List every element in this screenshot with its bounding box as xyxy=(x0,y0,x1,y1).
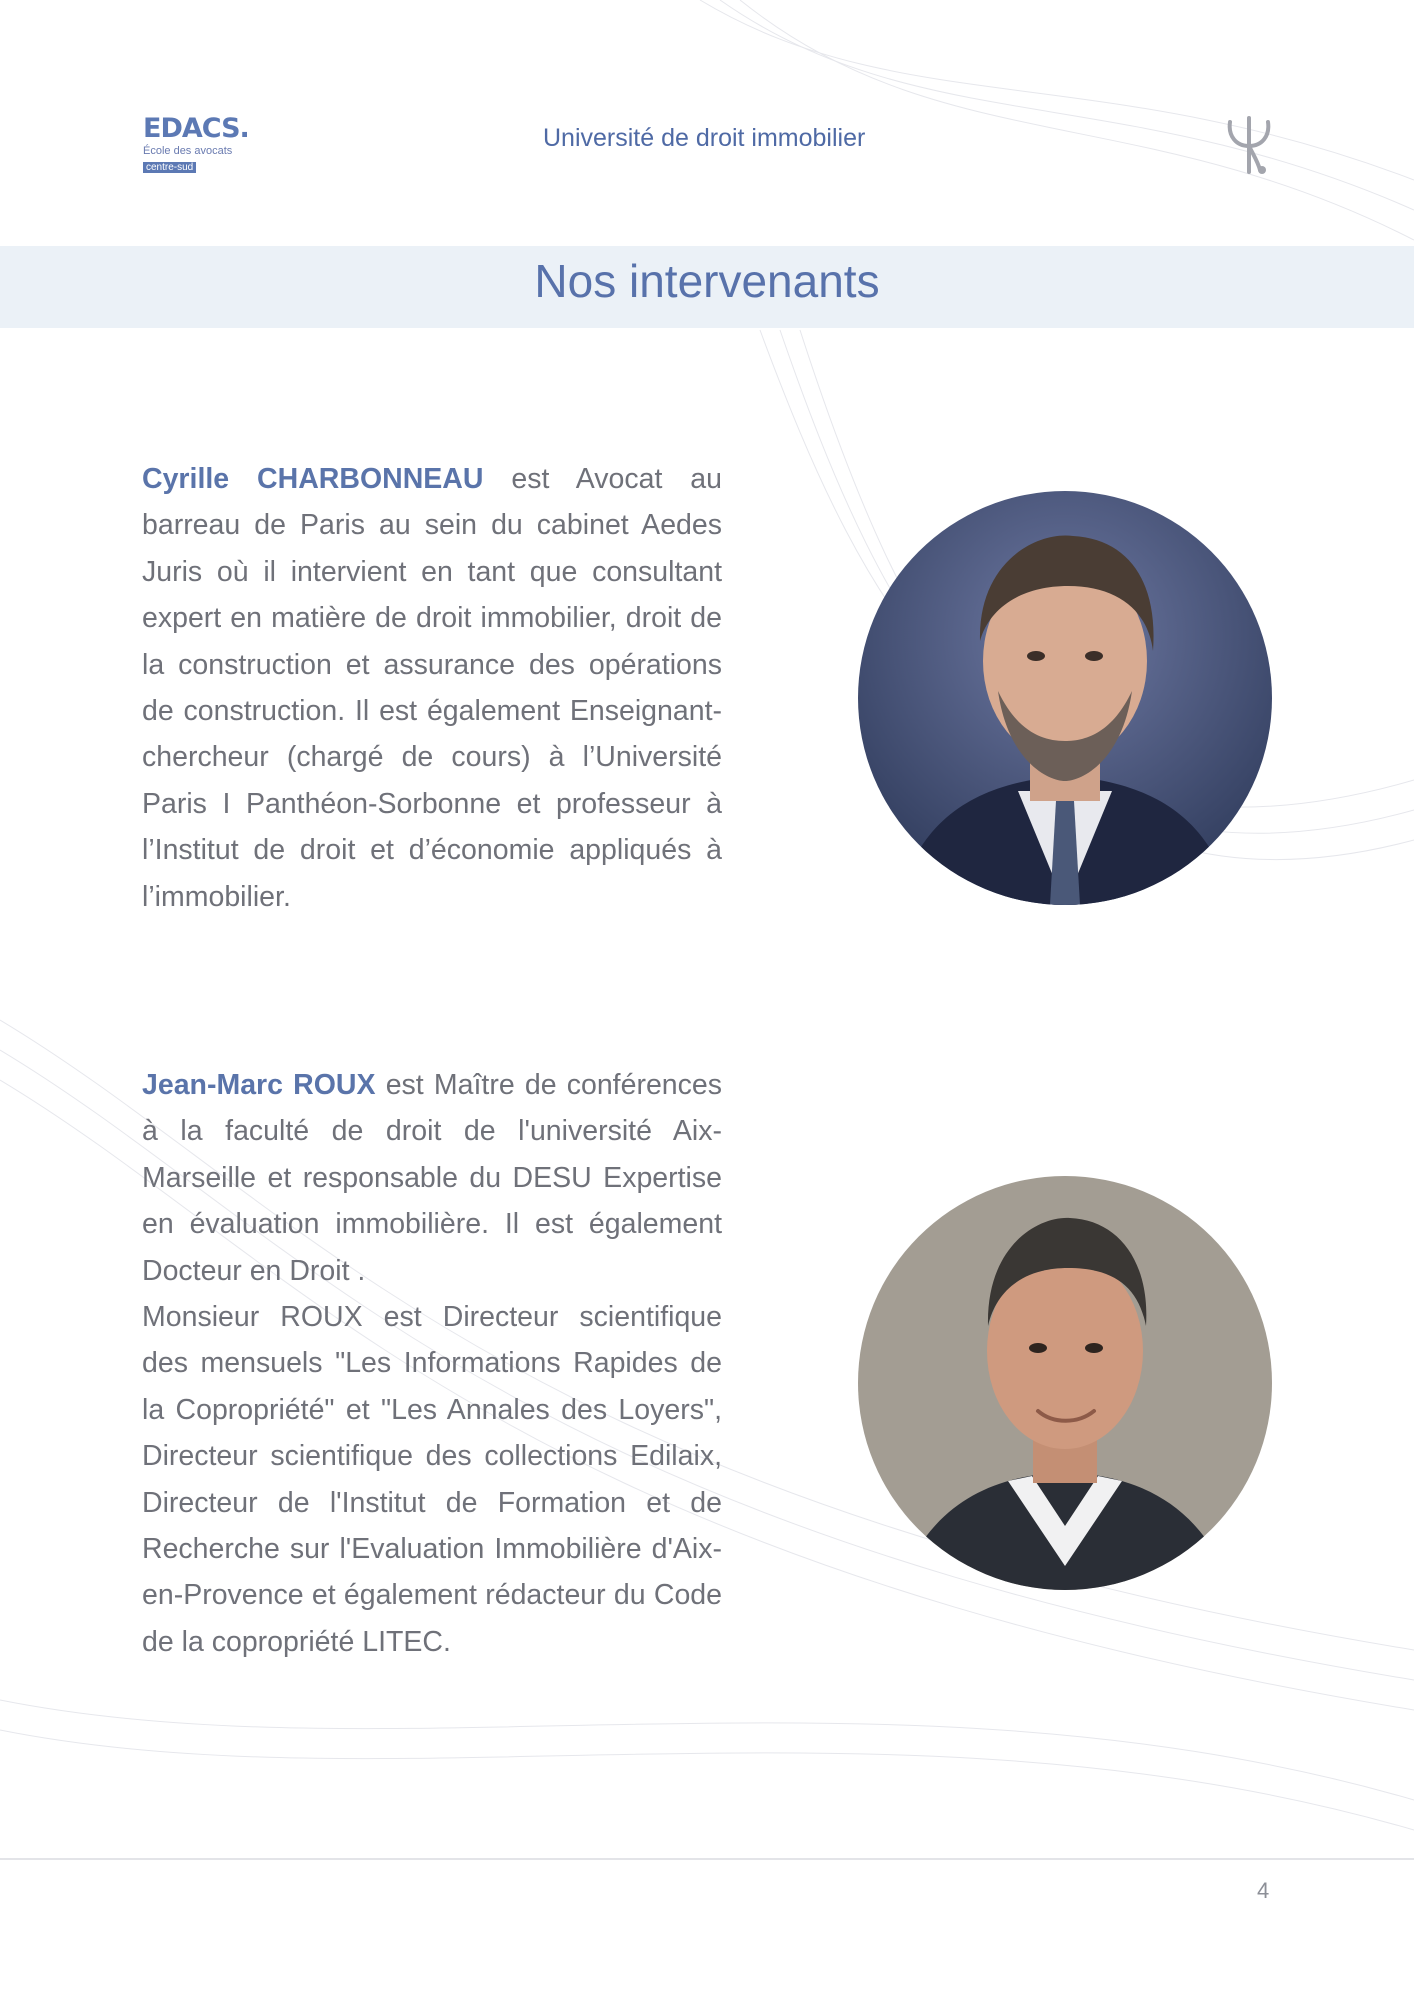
logo-tag: centre-sud xyxy=(143,162,196,173)
speaker-bio-1 xyxy=(142,456,722,920)
speaker-name-1: Cyrille CHARBONNEAU xyxy=(142,463,484,495)
speaker-photo-1 xyxy=(858,491,1272,905)
logo-subtitle: École des avocats xyxy=(143,145,233,157)
speaker-bio-extra-2: Monsieur ROUX est Directeur scientifique des mensuels "Les Informations Rapides de la Copropriété" et "Les Annales des Loyers", Directeur scientifique des collections Edilaix, Directeur de l'Institut de Formation et de Recherche sur l'Evaluation Immobilière d'Aix-en-Provence et également rédacteur du Code de la copropriété LITEC. xyxy=(142,1301,722,1658)
speaker-name-2: Jean-Marc ROUX xyxy=(142,1069,376,1101)
footer-divider xyxy=(0,1858,1414,1860)
speaker-photo-2 xyxy=(858,1176,1272,1590)
edacs-logo xyxy=(143,114,263,175)
section-title: Nos intervenants xyxy=(534,255,880,307)
page-number: 4 xyxy=(1257,1878,1270,1903)
trident-psi-icon xyxy=(1224,112,1274,178)
logo-text: EDACS. xyxy=(143,113,249,144)
speaker-bio-text-2: est Maître de conférences à la faculté de droit de l'université Aix-Marseille et responsable du DESU Expertise en évaluation immobilière. Il est également Docteur en Droit . xyxy=(142,1069,722,1287)
header-title: Université de droit immobilier xyxy=(543,124,866,152)
speaker-bio-2 xyxy=(142,1062,722,1665)
speaker-bio-text-1: est Avocat au barreau de Paris au sein du cabinet Aedes Juris où il intervient en tant que consultant expert en matière de droit immobilier, droit de la construction et assurance des opérations de construction. Il est également Enseignant-chercheur (chargé de cours) à l’Université Paris I Panthéon-Sorbonne et professeur à l’Institut de droit et d’économie appliqués à l’immobilier. xyxy=(142,463,722,913)
